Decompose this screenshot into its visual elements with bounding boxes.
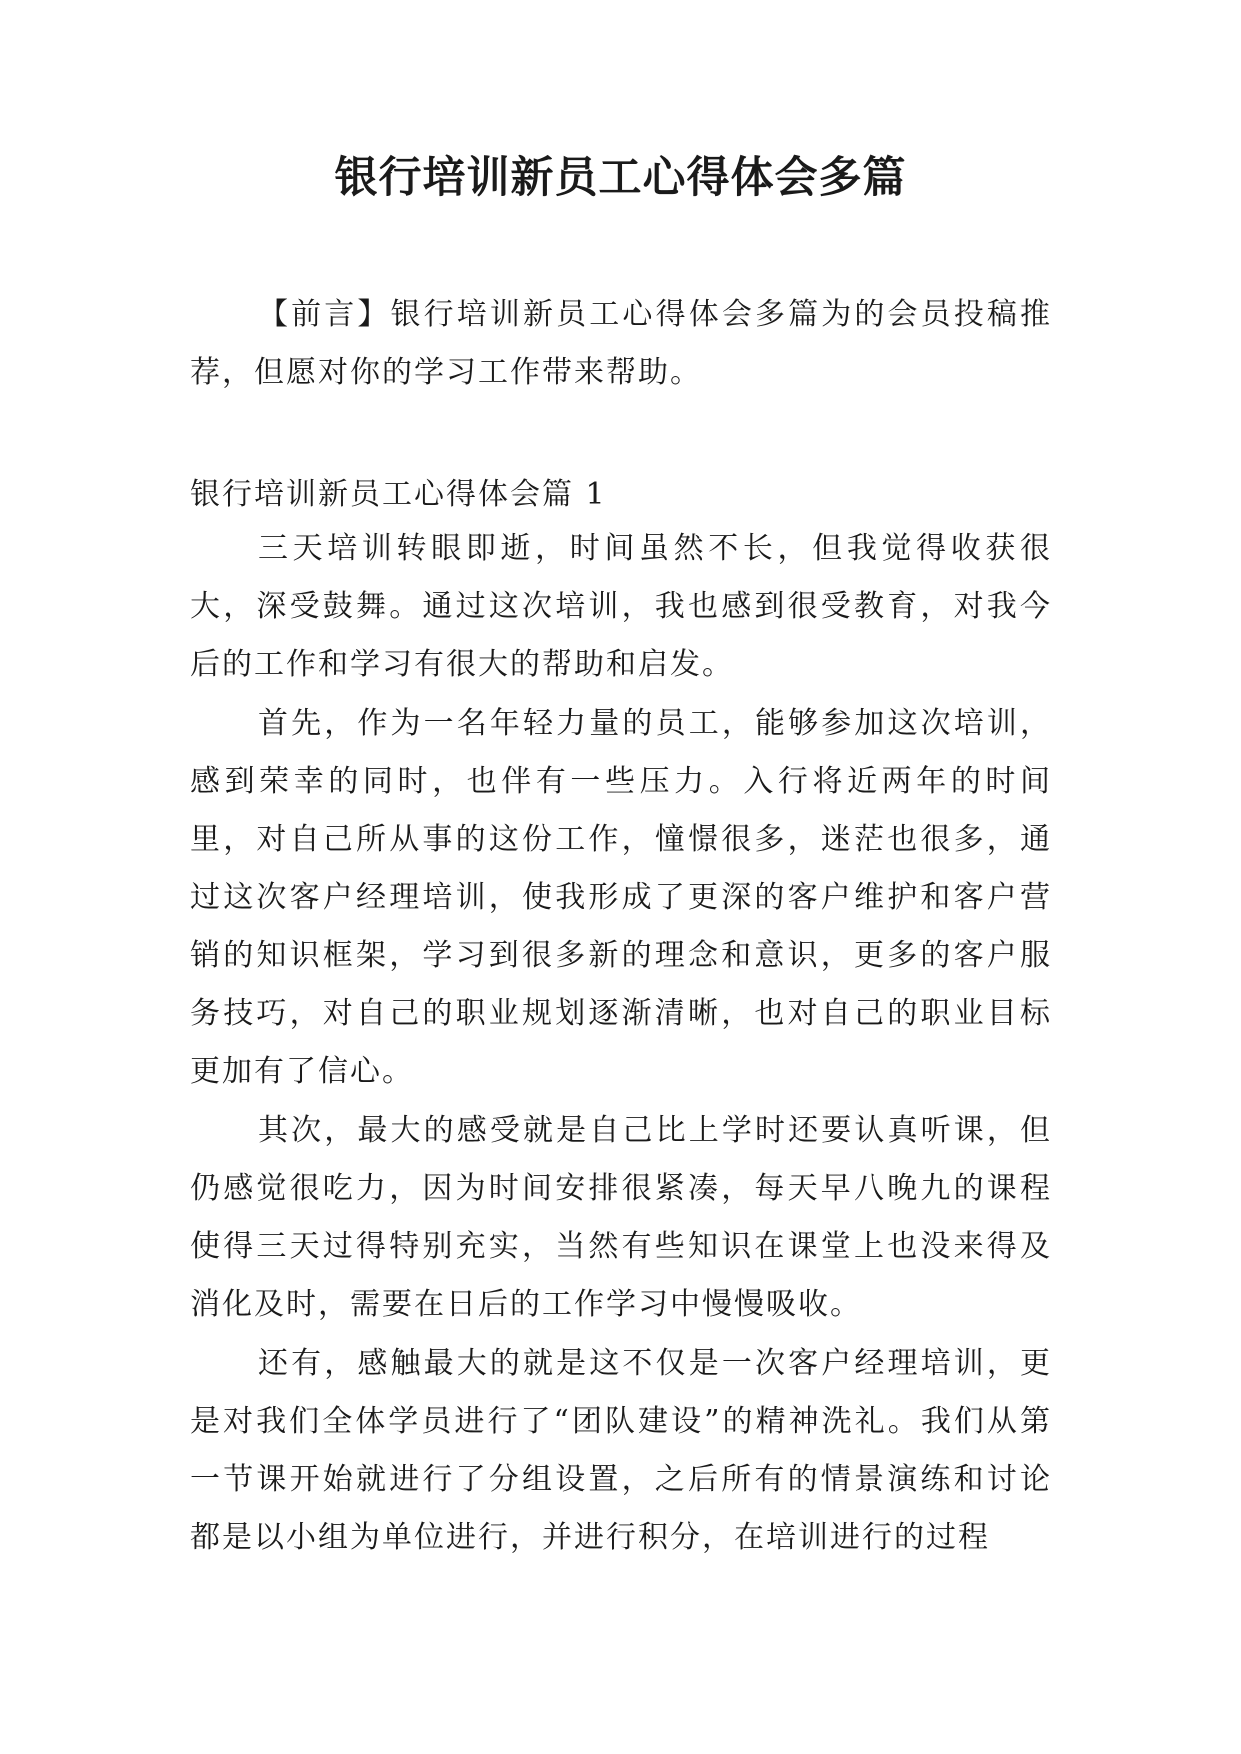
preface-paragraph: 【前言】银行培训新员工心得体会多篇为的会员投稿推荐，但愿对你的学习工作带来帮助。 — [190, 297, 1052, 390]
document-title: 银行培训新员工心得体会多篇 — [334, 153, 907, 203]
body-paragraph: 其次，最大的感受就是自己比上学时还要认真听课，但仍感觉很吃力，因为时间安排很紧凑，每天早八晚九的课程使得三天过得特别充实，当然有些知识在课堂上也没来得及消化及时，需要在日后的工作学习中慢慢吸收。 — [190, 1113, 1052, 1322]
body-paragraph: 首先，作为一名年轻力量的员工，能够参加这次培训，感到荣幸的同时，也伴有一些压力。入行将近两年的时间里，对自己所从事的这份工作，憧憬很多，迷茫也很多，通过这次客户经理培训，使我形成了更深的客户维护和客户营销的知识框架，学习到很多新的理念和意识，更多的客户服务技巧，对自己的职业规划逐渐清晰，也对自己的职业目标更加有了信心。 — [190, 706, 1052, 1089]
body-paragraph: 三天培训转眼即逝，时间虽然不长，但我觉得收获很大，深受鼓舞。通过这次培训，我也感到很受教育，对我今后的工作和学习有很大的帮助和启发。 — [190, 531, 1052, 682]
section-heading: 银行培训新员工心得体会篇 1 — [190, 477, 607, 512]
body-paragraph: 还有，感触最大的就是这不仅是一次客户经理培训，更是对我们全体学员进行了“团队建设”的精神洗礼。我们从第一节课开始就进行了分组设置，之后所有的情景演练和讨论都是以小组为单位进行，并进行积分，在培训进行的过程 — [190, 1346, 1052, 1555]
